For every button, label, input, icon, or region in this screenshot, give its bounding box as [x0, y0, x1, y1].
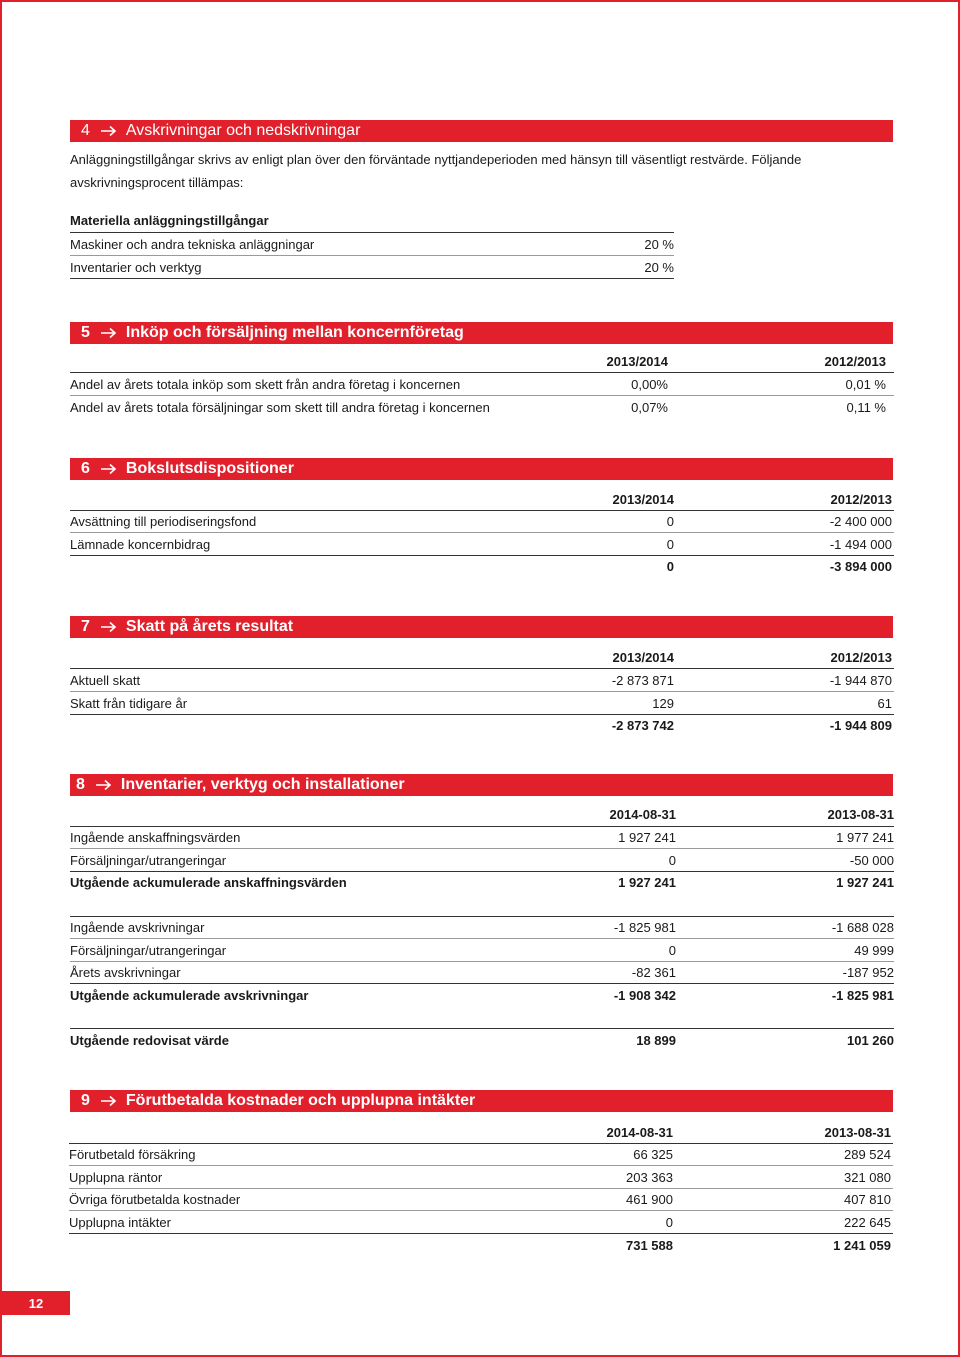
table-row [70, 692, 892, 714]
table-row [70, 510, 892, 532]
total-value: -3 894 000 [829, 558, 892, 574]
total-value: 1 927 241 [618, 874, 676, 890]
section-number: 8 [76, 776, 85, 793]
row-value: 1 927 241 [618, 829, 676, 845]
section-title: Bokslutsdispositioner [125, 460, 294, 477]
section-title: Förutbetalda kostnader och upplupna intäkter [125, 1092, 476, 1109]
column-header: 2012/2013 [830, 491, 892, 507]
arrow-right-icon [100, 125, 118, 137]
row-value: 203 363 [626, 1169, 673, 1185]
row-label: Övriga förutbetalda kostnader [69, 1191, 241, 1207]
row-label: Upplupna intäkter [69, 1214, 171, 1230]
section-title: Inköp och försäljning mellan koncernföretag [125, 324, 464, 341]
row-value: -82 361 [631, 964, 676, 980]
row-value: -1 688 028 [831, 919, 894, 935]
total-value: 731 588 [626, 1237, 673, 1253]
column-header: 2014-08-31 [609, 806, 676, 822]
row-value: 0,01 % [845, 376, 886, 392]
row-label: Maskiner och andra tekniska anläggningar [70, 236, 315, 252]
row-value: 321 080 [844, 1169, 891, 1185]
table-row [70, 373, 886, 395]
table-row [69, 1211, 891, 1233]
row-label: Andel av årets totala försäljningar som skett till andra företag i koncernen [70, 399, 490, 415]
column-headers [69, 1121, 891, 1143]
total-row [70, 1029, 894, 1051]
table-row [70, 233, 674, 255]
row-value: 20 % [644, 259, 674, 275]
row-value: 49 999 [854, 942, 894, 958]
table-row [70, 849, 894, 871]
row-label: Upplupna räntor [69, 1169, 163, 1185]
row-label: Utgående ackumulerade anskaffningsvärden [70, 874, 347, 890]
row-value: 66 325 [633, 1146, 673, 1162]
row-value: -187 952 [842, 964, 894, 980]
arrow-right-icon [100, 1095, 118, 1107]
section-number: 7 [81, 618, 90, 635]
row-value: 0,07% [631, 399, 668, 415]
total-value: -2 873 742 [611, 717, 674, 733]
total-row [70, 714, 892, 736]
section-number: 4 [81, 122, 90, 139]
table-row [69, 1143, 891, 1165]
total-value: 101 260 [847, 1032, 894, 1048]
table-row [69, 1188, 891, 1210]
total-value: -1 908 342 [613, 987, 676, 1003]
section-7-header [70, 616, 893, 638]
column-headers [70, 488, 892, 510]
row-label: Årets avskrivningar [70, 964, 181, 980]
row-value: 0 [668, 852, 676, 868]
table-row [70, 961, 894, 983]
section-number: 5 [81, 324, 90, 341]
section-number: 6 [81, 460, 90, 477]
arrow-right-icon [100, 327, 118, 339]
subheading-label: Materiella anläggningstillgångar [70, 212, 269, 228]
section-title: Avskrivningar och nedskrivningar [125, 122, 361, 139]
row-value: 0 [668, 942, 676, 958]
row-value: 129 [652, 695, 674, 711]
table-row [70, 256, 674, 278]
row-value: 20 % [644, 236, 674, 252]
arrow-right-icon [100, 621, 118, 633]
intro-text-line-2: avskrivningsprocent tillämpas: [70, 175, 244, 190]
row-value: 0 [666, 536, 674, 552]
section-6-header [70, 458, 893, 480]
arrow-right-icon [95, 779, 113, 791]
row-value: 0 [666, 513, 674, 529]
column-header: 2013/2014 [612, 649, 674, 665]
section-title: Skatt på årets resultat [125, 618, 294, 635]
total-row [70, 984, 894, 1006]
arrow-right-icon [100, 463, 118, 475]
row-label: Utgående redovisat värde [70, 1032, 229, 1048]
row-value: 61 [877, 695, 892, 711]
row-label: Skatt från tidigare år [70, 695, 188, 711]
row-value: -1 944 870 [829, 672, 892, 688]
section-4-header [70, 120, 893, 142]
total-value: 0 [666, 558, 674, 574]
table-row [69, 1166, 891, 1188]
row-label: Andel av årets totala inköp som skett från andra företag i koncernen [70, 376, 461, 392]
row-value: -1 494 000 [829, 536, 892, 552]
row-label: Ingående avskrivningar [70, 919, 205, 935]
table-row [70, 396, 886, 418]
section-title: Inventarier, verktyg och installationer [120, 776, 405, 793]
table-row [70, 533, 892, 555]
total-value: 1 241 059 [833, 1237, 891, 1253]
column-headers [70, 350, 886, 372]
column-header: 2013/2014 [606, 353, 668, 369]
table-row [70, 826, 894, 848]
row-label: Försäljningar/utrangeringar [70, 942, 227, 958]
row-value: -2 400 000 [829, 513, 892, 529]
row-value: 1 977 241 [836, 829, 894, 845]
total-row [69, 1234, 891, 1256]
row-value: -2 873 871 [611, 672, 674, 688]
row-value: -50 000 [849, 852, 894, 868]
total-value: 1 927 241 [836, 874, 894, 890]
row-label: Inventarier och verktyg [70, 259, 202, 275]
row-value: 0,00% [631, 376, 668, 392]
intro-text-line-1: Anläggningstillgångar skrivs av enligt plan över den förväntade nyttjandeperioden med hänsyn till väsentligt restvärde. Följande [70, 152, 802, 167]
total-value: -1 944 809 [829, 717, 892, 733]
table-row [70, 916, 894, 938]
section-number: 9 [81, 1092, 90, 1109]
table-row [70, 669, 892, 691]
divider [70, 278, 674, 279]
row-value: 461 900 [626, 1191, 673, 1207]
section-5-header [70, 322, 893, 344]
column-header: 2012/2013 [824, 353, 886, 369]
subheading [70, 209, 674, 231]
column-header: 2013-08-31 [824, 1124, 891, 1140]
page-number: 12 [2, 1291, 70, 1315]
row-label: Avsättning till periodiseringsfond [70, 513, 257, 529]
row-value: -1 825 981 [613, 919, 676, 935]
column-header: 2014-08-31 [606, 1124, 673, 1140]
total-value: 18 899 [636, 1032, 676, 1048]
total-value: -1 825 981 [831, 987, 894, 1003]
column-header: 2013-08-31 [827, 806, 894, 822]
row-value: 222 645 [844, 1214, 891, 1230]
row-value: 0,11 % [846, 399, 886, 415]
table-row [70, 939, 894, 961]
column-headers [70, 646, 892, 668]
row-value: 289 524 [844, 1146, 891, 1162]
row-value: 407 810 [844, 1191, 891, 1207]
row-label: Ingående anskaffningsvärden [70, 829, 241, 845]
section-9-header [70, 1090, 893, 1112]
row-label: Aktuell skatt [70, 672, 141, 688]
row-label: Förutbetald försäkring [69, 1146, 196, 1162]
column-header: 2012/2013 [830, 649, 892, 665]
row-value: 0 [665, 1214, 673, 1230]
total-row [70, 555, 892, 577]
total-row [70, 871, 894, 893]
row-label: Utgående ackumulerade avskrivningar [70, 987, 309, 1003]
column-headers [70, 803, 894, 825]
row-label: Lämnade koncernbidrag [70, 536, 211, 552]
row-label: Försäljningar/utrangeringar [70, 852, 227, 868]
column-header: 2013/2014 [612, 491, 674, 507]
section-8-header [70, 774, 893, 796]
